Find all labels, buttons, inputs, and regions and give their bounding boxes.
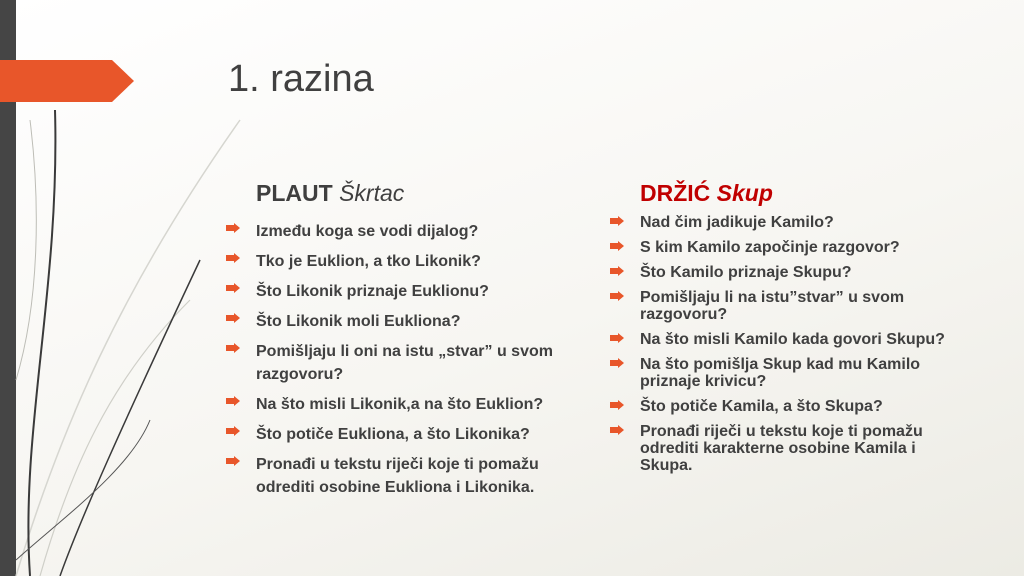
bullet-icon <box>226 223 240 233</box>
list-item: Nad čim jadikuje Kamilo? <box>610 214 960 231</box>
bullet-icon <box>226 426 240 436</box>
right-column <box>610 178 960 482</box>
left-column-heading <box>256 178 596 208</box>
list-item: Između koga se vodi dijalog? <box>226 220 596 243</box>
right-heading-author: DRŽIĆ <box>640 180 711 206</box>
list-item: Tko je Euklion, a tko Likonik? <box>226 250 596 273</box>
list-item: Pronađi u tekstu riječi koje ti pomažu odrediti osobine Eukliona i Likonika. <box>226 453 596 499</box>
bullet-icon <box>610 358 624 368</box>
bullet-icon <box>226 283 240 293</box>
list-item: S kim Kamilo započinje razgovor? <box>610 239 960 256</box>
left-heading-author: PLAUT <box>256 180 333 206</box>
title-accent-tab <box>0 60 134 102</box>
list-item: Pomišljaju li oni na istu „stvar” u svom razgovoru? <box>226 340 596 386</box>
bullet-icon <box>610 425 624 435</box>
bullet-icon <box>610 266 624 276</box>
list-item: Pronađi riječi u tekstu koje ti pomažu odrediti karakterne osobine Kamila i Skupa. <box>610 423 960 474</box>
bullet-icon <box>226 396 240 406</box>
right-question-list <box>610 214 960 474</box>
list-item: Na što misli Likonik,a na što Euklion? <box>226 393 596 416</box>
list-item: Što Likonik priznaje Euklionu? <box>226 280 596 303</box>
bullet-icon <box>610 291 624 301</box>
bullet-icon <box>226 456 240 466</box>
right-heading-work: Skup <box>716 180 773 206</box>
bullet-icon <box>610 333 624 343</box>
left-column <box>226 178 596 506</box>
bullet-icon <box>226 253 240 263</box>
bullet-icon <box>610 216 624 226</box>
bullet-icon <box>610 241 624 251</box>
left-heading-work: Škrtac <box>339 180 405 206</box>
list-item: Na što pomišlja Skup kad mu Kamilo priznaje krivicu? <box>610 356 960 390</box>
list-item: Što potiče Kamila, a što Skupa? <box>610 398 960 415</box>
list-item: Na što misli Kamilo kada govori Skupu? <box>610 331 960 348</box>
bullet-icon <box>610 400 624 410</box>
bullet-icon <box>226 343 240 353</box>
bullet-icon <box>226 313 240 323</box>
list-item: Što Kamilo priznaje Skupu? <box>610 264 960 281</box>
list-item: Što potiče Eukliona, a što Likonika? <box>226 423 596 446</box>
right-column-heading <box>640 178 960 208</box>
list-item: Pomišljaju li na istu”stvar” u svom razgovoru? <box>610 289 960 323</box>
slide-title: 1. razina <box>228 58 374 100</box>
left-question-list <box>226 220 596 499</box>
list-item: Što Likonik moli Eukliona? <box>226 310 596 333</box>
